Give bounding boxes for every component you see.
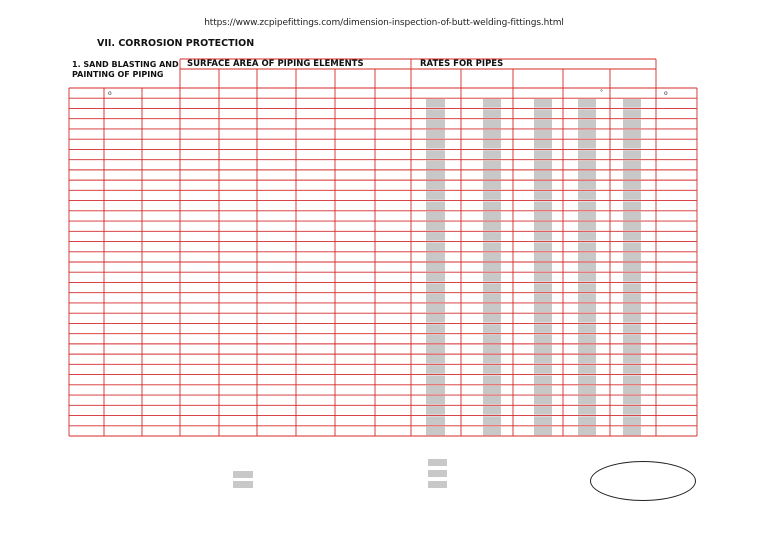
shaded-cell xyxy=(426,273,445,282)
subsection-line-2: PAINTING OF PIPING xyxy=(72,70,164,79)
shaded-cell xyxy=(623,324,641,333)
column-mark-3: o xyxy=(664,90,668,97)
shaded-cell xyxy=(623,109,641,118)
shaded-cell xyxy=(623,304,641,313)
shaded-cell xyxy=(534,416,552,425)
shaded-cell xyxy=(483,416,501,425)
shaded-cell xyxy=(534,334,552,343)
shaded-cell xyxy=(623,365,641,374)
shaded-cell xyxy=(534,324,552,333)
oval-stamp xyxy=(590,461,696,501)
shaded-cell xyxy=(483,334,501,343)
shaded-cell xyxy=(426,324,445,333)
shaded-cell xyxy=(426,416,445,425)
shaded-cell xyxy=(426,345,445,354)
shaded-cell xyxy=(426,99,445,108)
shaded-cell xyxy=(623,150,641,159)
shaded-cell xyxy=(623,99,641,108)
shaded-cell xyxy=(483,160,501,169)
shaded-cell xyxy=(426,334,445,343)
shaded-cell xyxy=(534,160,552,169)
shaded-cell xyxy=(578,386,596,395)
shaded-cell xyxy=(483,109,501,118)
shaded-cell xyxy=(623,160,641,169)
shaded-cell xyxy=(534,212,552,221)
shaded-cell xyxy=(426,150,445,159)
shaded-cell xyxy=(483,396,501,405)
shaded-cell xyxy=(623,222,641,231)
shaded-cell xyxy=(578,294,596,303)
shaded-cell xyxy=(426,294,445,303)
source-url: https://www.zcpipefittings.com/dimension-inspection-of-butt-welding-fittings.html xyxy=(204,18,564,28)
shaded-cell xyxy=(426,396,445,405)
shaded-cell xyxy=(578,232,596,241)
shaded-cell xyxy=(534,273,552,282)
shaded-cell xyxy=(578,406,596,415)
shaded-cell xyxy=(483,232,501,241)
shaded-cell xyxy=(623,232,641,241)
shaded-cell xyxy=(623,386,641,395)
shaded-cell xyxy=(578,109,596,118)
shaded-cell xyxy=(534,314,552,323)
shaded-cell xyxy=(426,375,445,384)
shaded-cell xyxy=(623,416,641,425)
shaded-cell xyxy=(483,365,501,374)
shaded-cell xyxy=(534,375,552,384)
shaded-cell xyxy=(578,140,596,149)
shaded-cell xyxy=(426,201,445,210)
loose-block xyxy=(428,470,447,477)
shaded-cell xyxy=(623,427,641,436)
shaded-cell xyxy=(534,253,552,262)
shaded-cell xyxy=(483,263,501,272)
shaded-cell xyxy=(623,171,641,180)
shaded-cell xyxy=(623,191,641,200)
shaded-cell xyxy=(578,130,596,139)
shaded-cell xyxy=(483,253,501,262)
shaded-cell xyxy=(483,212,501,221)
table-lines xyxy=(69,59,697,436)
shaded-cell xyxy=(426,406,445,415)
shaded-cell xyxy=(426,242,445,251)
subsection-line-1: 1. SAND BLASTING AND xyxy=(72,60,179,69)
shaded-cell xyxy=(578,355,596,364)
shaded-cell xyxy=(534,406,552,415)
shaded-cell xyxy=(426,191,445,200)
shaded-cell xyxy=(623,242,641,251)
shaded-cell xyxy=(534,232,552,241)
shaded-cell xyxy=(534,140,552,149)
shaded-cell xyxy=(534,294,552,303)
loose-block xyxy=(428,459,447,466)
shaded-cell xyxy=(578,365,596,374)
shaded-cell xyxy=(623,201,641,210)
shaded-cell xyxy=(483,314,501,323)
shaded-cell xyxy=(483,294,501,303)
shaded-cell xyxy=(578,345,596,354)
shaded-cell xyxy=(578,160,596,169)
rates-for-pipes-header: RATES FOR PIPES xyxy=(420,59,504,69)
shaded-cell xyxy=(578,273,596,282)
shaded-cell xyxy=(578,283,596,292)
shaded-cell xyxy=(534,109,552,118)
shaded-cell xyxy=(623,212,641,221)
shaded-cell xyxy=(534,99,552,108)
shaded-cell xyxy=(483,222,501,231)
shaded-cell xyxy=(623,334,641,343)
shaded-cell xyxy=(534,283,552,292)
shaded-cell xyxy=(426,314,445,323)
shaded-cell xyxy=(578,263,596,272)
shaded-cell xyxy=(483,191,501,200)
shaded-cell xyxy=(578,304,596,313)
shaded-cell xyxy=(426,365,445,374)
shaded-cell xyxy=(483,283,501,292)
loose-block xyxy=(233,471,253,478)
shaded-cell xyxy=(483,140,501,149)
shaded-cell xyxy=(483,406,501,415)
shaded-cell xyxy=(534,304,552,313)
column-mark-1: o xyxy=(108,90,112,97)
shaded-cell xyxy=(483,427,501,436)
shaded-cell xyxy=(426,109,445,118)
shaded-cell xyxy=(426,427,445,436)
shaded-cell xyxy=(623,181,641,190)
shaded-cell xyxy=(578,375,596,384)
shaded-cell xyxy=(534,345,552,354)
shaded-cell xyxy=(426,355,445,364)
shaded-cell xyxy=(623,120,641,129)
shaded-cell xyxy=(578,99,596,108)
shaded-cell xyxy=(426,120,445,129)
shaded-cell xyxy=(534,263,552,272)
shaded-cell xyxy=(483,99,501,108)
shaded-cell xyxy=(578,324,596,333)
shaded-cell xyxy=(426,171,445,180)
shaded-cell xyxy=(483,130,501,139)
shaded-cell xyxy=(483,120,501,129)
shaded-cell xyxy=(623,273,641,282)
shaded-cell xyxy=(623,140,641,149)
shaded-cell xyxy=(534,355,552,364)
shaded-cell xyxy=(483,386,501,395)
shaded-cell xyxy=(578,201,596,210)
shaded-cell xyxy=(534,242,552,251)
shaded-cell xyxy=(578,416,596,425)
shaded-cell xyxy=(534,181,552,190)
shaded-cell xyxy=(623,263,641,272)
shaded-cell xyxy=(578,150,596,159)
shaded-cell xyxy=(578,253,596,262)
shaded-cell xyxy=(426,283,445,292)
shaded-cell xyxy=(578,242,596,251)
shaded-cell xyxy=(578,427,596,436)
shaded-cell xyxy=(483,181,501,190)
shaded-cell xyxy=(426,212,445,221)
loose-block xyxy=(428,481,447,488)
loose-block xyxy=(233,481,253,488)
shaded-cell xyxy=(534,171,552,180)
shaded-cell xyxy=(534,365,552,374)
shaded-cell xyxy=(426,386,445,395)
shaded-cell xyxy=(578,396,596,405)
shaded-cell xyxy=(623,283,641,292)
shaded-cell xyxy=(483,201,501,210)
shaded-cell xyxy=(623,396,641,405)
shaded-cell xyxy=(483,150,501,159)
shaded-cell xyxy=(534,222,552,231)
shaded-cell xyxy=(534,150,552,159)
shaded-cell xyxy=(483,324,501,333)
shaded-cell xyxy=(534,120,552,129)
shaded-cell xyxy=(426,263,445,272)
shaded-cell xyxy=(623,294,641,303)
shaded-cell xyxy=(623,253,641,262)
surface-area-header: SURFACE AREA OF PIPING ELEMENTS xyxy=(187,59,364,69)
column-mark-2: ° xyxy=(600,89,603,96)
shaded-cell xyxy=(483,304,501,313)
shaded-cell xyxy=(483,355,501,364)
shaded-cell xyxy=(426,130,445,139)
shaded-cell xyxy=(426,253,445,262)
shaded-cell xyxy=(483,273,501,282)
shaded-cell xyxy=(578,191,596,200)
shaded-cell xyxy=(578,222,596,231)
shaded-cell xyxy=(483,345,501,354)
shaded-cell xyxy=(534,427,552,436)
shaded-cell xyxy=(578,212,596,221)
loose-shaded-blocks xyxy=(233,459,447,488)
shaded-cell xyxy=(534,201,552,210)
shaded-cell xyxy=(426,304,445,313)
shaded-cell xyxy=(483,375,501,384)
shaded-cell xyxy=(426,232,445,241)
shaded-cell xyxy=(426,160,445,169)
shaded-cell xyxy=(623,406,641,415)
shaded-cell xyxy=(623,355,641,364)
shaded-cell xyxy=(534,386,552,395)
shaded-cell xyxy=(623,130,641,139)
shaded-cell xyxy=(623,345,641,354)
shaded-cell xyxy=(534,396,552,405)
shaded-cell xyxy=(578,181,596,190)
shaded-cell xyxy=(578,314,596,323)
shaded-cell xyxy=(623,375,641,384)
shaded-cell xyxy=(426,222,445,231)
shaded-cell xyxy=(578,334,596,343)
shaded-cell xyxy=(426,181,445,190)
shaded-cell xyxy=(534,130,552,139)
shaded-cell xyxy=(426,140,445,149)
shaded-cell xyxy=(534,191,552,200)
shaded-cell xyxy=(578,120,596,129)
shaded-cell xyxy=(483,171,501,180)
shaded-cell xyxy=(623,314,641,323)
section-title: VII. CORROSION PROTECTION xyxy=(97,38,255,49)
shaded-cell xyxy=(483,242,501,251)
shaded-cell xyxy=(578,171,596,180)
